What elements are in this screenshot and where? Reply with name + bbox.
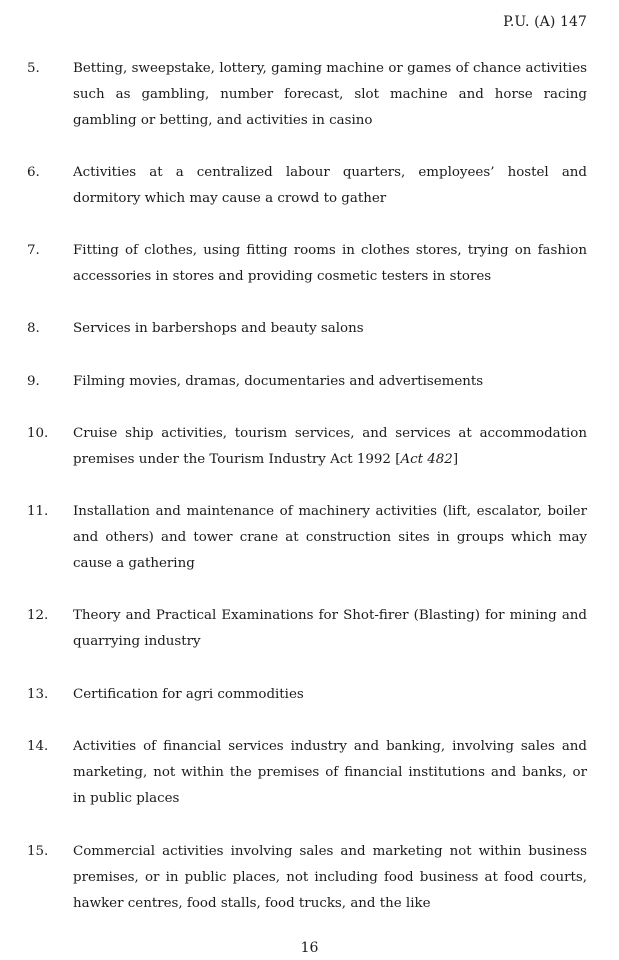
list-item: [27, 369, 587, 395]
item-number: 6.: [27, 165, 40, 180]
page-reference: P.U. (A) 147: [503, 14, 587, 30]
item-number: 13.: [27, 687, 49, 702]
item-number: 7.: [27, 243, 40, 258]
list-item: [27, 839, 587, 917]
item-text-closing: ]: [452, 452, 459, 467]
item-text: Betting, sweepstake, lottery, gaming machine or games of chance activities such as gambling, number forecast, slot machine and horse racing gambling or betting, and activities in casino: [73, 61, 587, 128]
item-number: 10.: [27, 426, 49, 441]
act-reference: Act 482: [400, 452, 453, 467]
item-number: 5.: [27, 61, 40, 76]
list-item: [27, 56, 587, 134]
list-item: [27, 734, 587, 812]
item-text: Theory and Practical Examinations for Shot-firer (Blasting) for mining and quarrying industry: [73, 608, 587, 649]
list-item: [27, 160, 587, 212]
page-number: 16: [300, 940, 319, 956]
item-text: [73, 421, 587, 473]
list-item: [27, 238, 587, 290]
item-text: Filming movies, dramas, documentaries and advertisements: [73, 374, 484, 389]
list-item: [27, 682, 587, 708]
item-number: 14.: [27, 739, 49, 754]
list-item: [27, 499, 587, 577]
item-text: Services in barbershops and beauty salons: [73, 321, 364, 336]
item-text: Activities of financial services industry and banking, involving sales and marketing, not within the premises of financial institutions and banks, or in public places: [73, 739, 587, 806]
item-number: 11.: [27, 504, 49, 519]
item-number: 8.: [27, 321, 40, 336]
list-item: [27, 421, 587, 473]
list-item: [27, 316, 587, 342]
item-number: 12.: [27, 608, 49, 623]
item-text: Certification for agri commodities: [73, 687, 304, 702]
list-item: [27, 603, 587, 655]
item-text: Commercial activities involving sales and marketing not within business premises, or in public places, not including food business at food courts, hawker centres, food stalls, food trucks, and the like: [73, 844, 587, 911]
item-number: 9.: [27, 374, 40, 389]
item-text: Installation and maintenance of machinery activities (lift, escalator, boiler and others) and tower crane at construction sites in groups which may cause a gathering: [73, 504, 587, 571]
item-text: Fitting of clothes, using fitting rooms in clothes stores, trying on fashion accessories in stores and providing cosmetic testers in stores: [73, 243, 587, 284]
item-number: 15.: [27, 844, 49, 859]
item-text-main: Cruise ship activities, tourism services, and services at accommodation premises under the Tourism Industry Act 1992 [: [73, 426, 587, 467]
item-text: Activities at a centralized labour quarters, employees’ hostel and dormitory which may cause a crowd to gather: [73, 165, 587, 206]
